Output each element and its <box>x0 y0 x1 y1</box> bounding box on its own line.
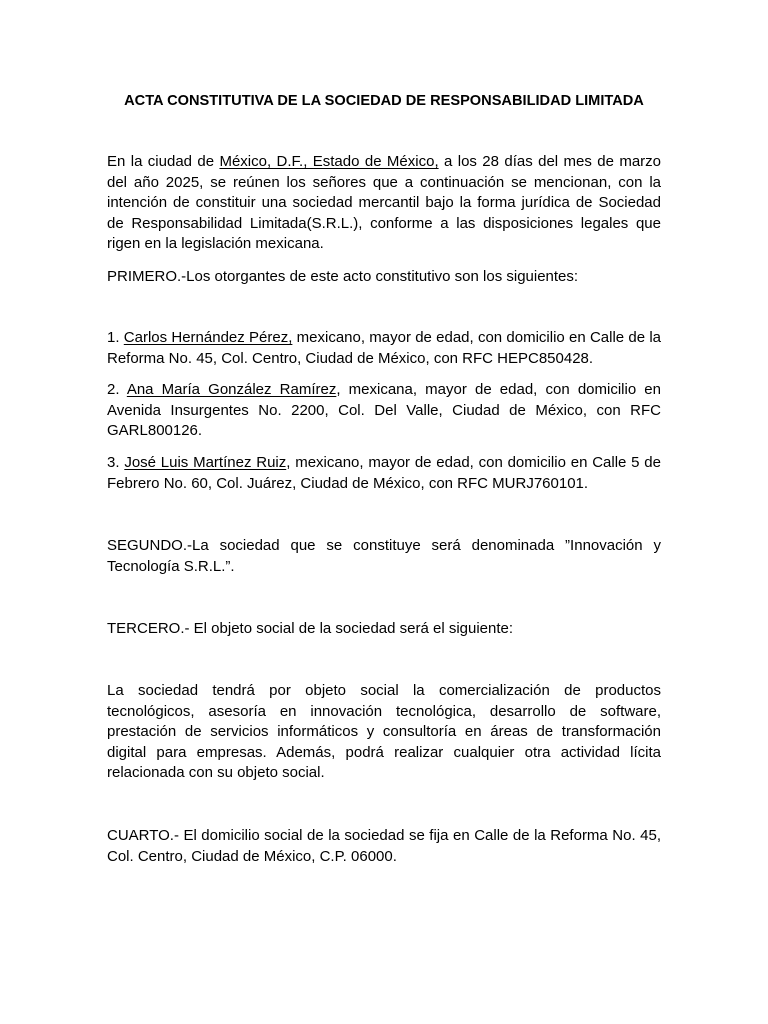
intro-after-place: a los 28 días del mes de marzo del año 2025, se reúnen los señores que a continuación se mencionan, con la intención de constituir una sociedad mercantil bajo la forma jurídica de Sociedad de Responsabilidad Limitada(S.R.L.), conforme a las disposiciones legales que rigen en la legislación mexicana. <box>107 153 661 252</box>
otorgante-name: Carlos Hernández Pérez, <box>123 329 293 346</box>
otorgante-details: , mexicana, mayor de edad, con domicilio en Avenida Insurgentes No. 2200, Col. Del Valle, Ciudad de México, con RFC GARL800126. <box>107 381 661 439</box>
clause-cuarto: CUARTO.- El domicilio social de la sociedad se fija en Calle de la Reforma No. 45, Col. Centro, Ciudad de México, C.P. 06000. <box>107 827 661 865</box>
intro-place: México, D.F., Estado de México, <box>219 153 439 170</box>
otorgante-item <box>107 453 661 494</box>
otorgante-name: José Luis Martínez Ruiz <box>124 454 287 471</box>
document-title: ACTA CONSTITUTIVA DE LA SOCIEDAD DE RESPONSABILIDAD LIMITADA <box>124 93 644 109</box>
otorgante-details: mexicano, mayor de edad, con domicilio en Calle de la Reforma No. 45, Col. Centro, Ciudad de México, con RFC HEPC850428. <box>107 329 662 367</box>
otorgante-number: 2. <box>107 381 127 398</box>
clause-segundo: SEGUNDO.-La sociedad que se constituye será denominada ”Innovación y Tecnología S.R.L.”. <box>107 537 661 575</box>
intro-paragraph <box>107 152 661 255</box>
objeto-social-paragraph: La sociedad tendrá por objeto social la comercialización de productos tecnológicos, asesoría en innovación tecnológica, desarrollo de software, prestación de servicios informáticos y consultoría en áreas de transformación digital para empresas. Además, podrá realizar cualquier otra actividad lícita relacionada con su objeto social. <box>107 682 661 781</box>
otorgante-details: , mexicano, mayor de edad, con domicilio en Calle 5 de Febrero No. 60, Col. Juárez, Ciudad de México, con RFC MURJ760101. <box>107 454 661 492</box>
otorgante-item <box>107 380 661 442</box>
otorgante-number: 1. <box>107 329 124 346</box>
clause-primero: PRIMERO.-Los otorgantes de este acto constitutivo son los siguientes: <box>107 268 579 285</box>
otorgante-item <box>107 328 661 369</box>
intro-before-place: En la ciudad de <box>107 153 220 170</box>
clause-tercero: TERCERO.- El objeto social de la sociedad será el siguiente: <box>107 620 514 637</box>
otorgante-number: 3. <box>107 454 125 471</box>
otorgante-name: Ana María González Ramírez <box>126 381 337 398</box>
